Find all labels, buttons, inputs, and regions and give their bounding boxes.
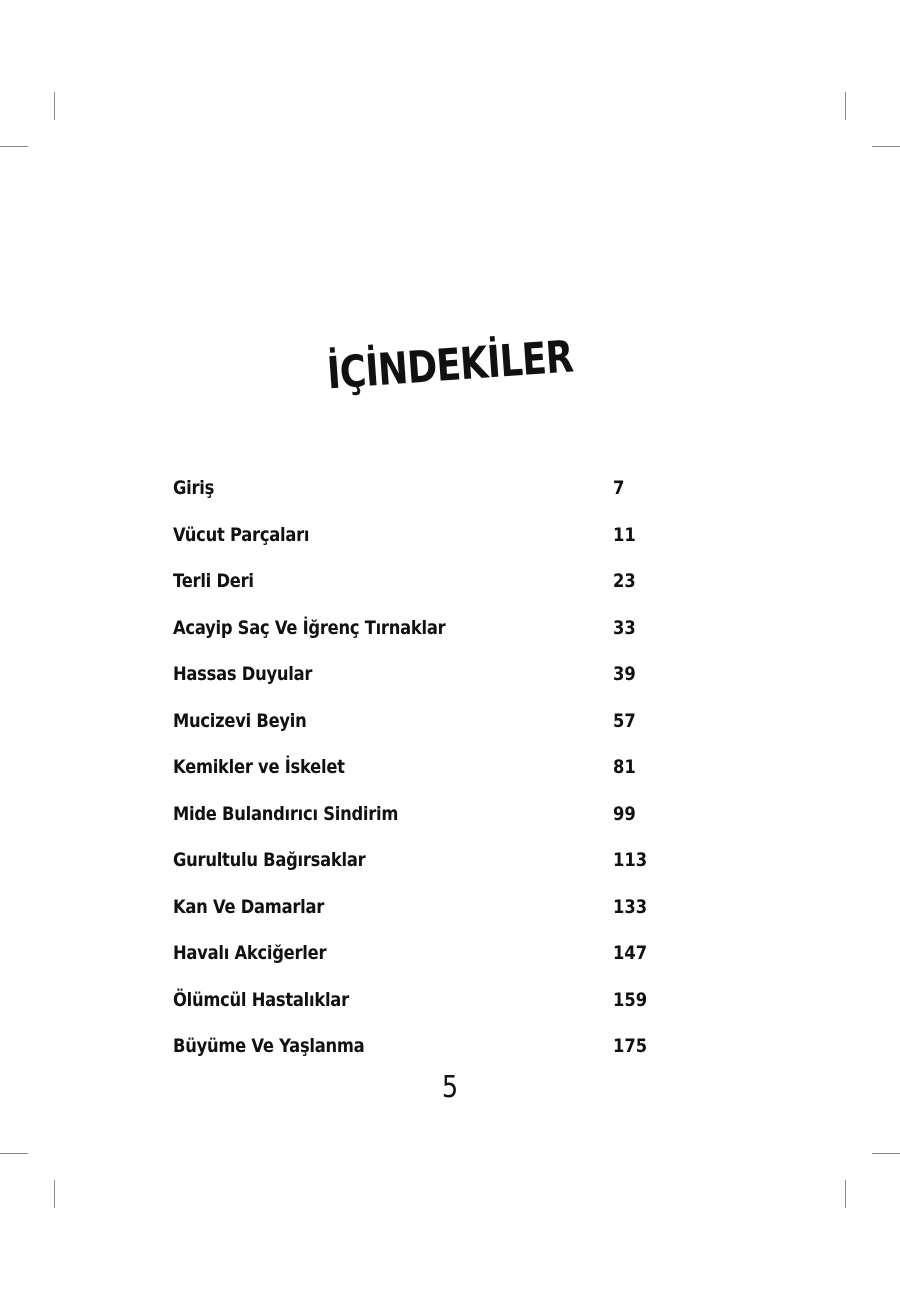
toc-entry-title: Ölümcül Hastalıklar [173,988,349,1011]
toc-entry-page: 175 [613,1035,648,1057]
toc-entry-page: 113 [613,849,648,871]
crop-mark-top-right-vertical [845,92,846,120]
toc-entry-title: Mucizevi Beyin [173,709,307,732]
toc-row [173,614,693,661]
toc-entry-page: 11 [613,523,636,546]
toc-row [173,521,693,568]
toc-entry-page: 81 [613,756,636,778]
toc-entry-page: 99 [613,802,636,825]
toc-entry-page: 159 [613,988,648,1011]
toc-entry-page: 57 [613,709,636,732]
toc-entry-page: 7 [613,477,625,499]
toc-row [173,800,693,847]
page-title-container [0,331,900,400]
toc-row [173,893,693,940]
toc-row [173,707,693,754]
toc-entry-title: Kemikler ve İskelet [173,756,345,778]
toc-row [173,846,693,893]
toc-entry-page: 39 [613,663,636,685]
toc-entry-title: Mide Bulandırıcı Sindirim [173,802,399,825]
toc-entry-page: 33 [613,616,636,639]
toc-entry-title: Kan Ve Damarlar [173,895,325,918]
toc-entry-title: Terli Deri [173,570,254,592]
toc-entry-title: Giriş [173,477,215,499]
toc-entry-page: 133 [613,895,648,918]
toc-entry-title: Acayip Saç Ve İğrenç Tırnaklar [173,616,446,639]
toc-row [173,939,693,986]
toc-row [173,753,693,800]
crop-mark-bottom-right-vertical [845,1180,846,1208]
crop-mark-bottom-left-horizontal [0,1153,28,1154]
table-of-contents [173,474,693,1079]
toc-entry-page: 23 [613,570,636,592]
crop-mark-top-left-horizontal [0,146,28,147]
crop-mark-top-left-vertical [54,92,55,120]
toc-entry-title: Büyüme Ve Yaşlanma [173,1035,365,1057]
page-title: İÇİNDEKİLER [325,331,575,400]
page-number: 5 [441,1070,459,1105]
crop-mark-bottom-left-vertical [54,1180,55,1208]
toc-row [173,660,693,707]
toc-row [173,474,693,521]
toc-entry-page: 147 [613,942,648,964]
toc-entry-title: Gurultulu Bağırsaklar [173,849,366,871]
toc-entry-title: Vücut Parçaları [173,523,310,546]
toc-row [173,986,693,1033]
toc-entry-title: Havalı Akciğerler [173,942,327,964]
toc-entry-title: Hassas Duyular [173,663,313,685]
crop-mark-top-right-horizontal [872,146,900,147]
crop-mark-bottom-right-horizontal [872,1153,900,1154]
toc-row [173,567,693,614]
